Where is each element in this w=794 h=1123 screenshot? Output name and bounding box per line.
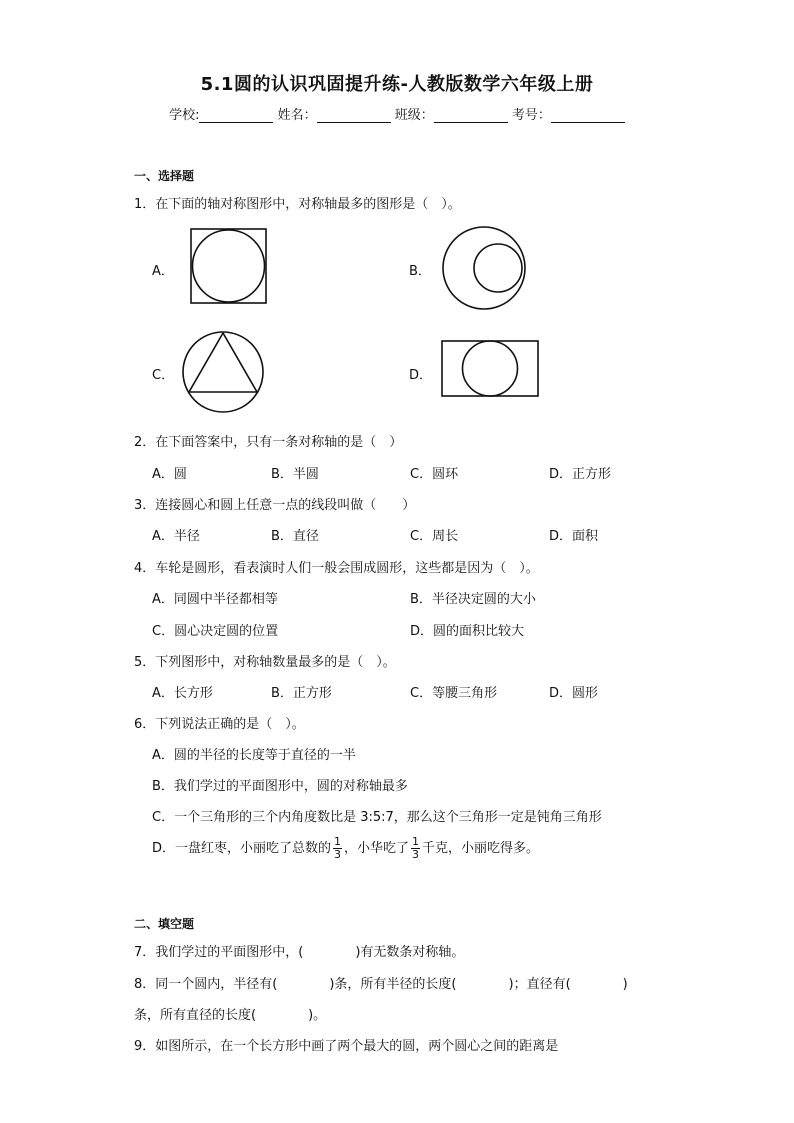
figure-d-circle-in-rectangle <box>440 339 540 399</box>
fraction-one-third-2 <box>411 836 420 861</box>
question-8 <box>134 973 628 992</box>
question-5: 5．下列图形中，对称轴数量最多的是（ ）。 <box>134 655 396 670</box>
figure-a-circle-in-square <box>189 227 269 305</box>
page-title: 5.1圆的认识巩固提升练-人教版数学六年级上册 <box>200 74 594 95</box>
fraction-denominator-2: 3 <box>412 848 420 861</box>
q7-text-2: )有无数条对称轴。 <box>355 945 465 960</box>
question-7 <box>134 941 464 960</box>
q5-option-c[interactable]: C．等腰三角形 <box>410 686 498 701</box>
question-6: 6．下列说法正确的是（ ）。 <box>134 717 305 732</box>
q5-option-d[interactable]: D．圆形 <box>549 686 599 701</box>
q7-text-1: 7．我们学过的平面图形中，( <box>134 945 304 960</box>
exam-no-blank[interactable] <box>551 108 625 123</box>
q8-text-4: ) <box>622 977 628 992</box>
question-3: 3．连接圆心和圆上任意一点的线段叫做（ ） <box>134 498 416 513</box>
class-blank[interactable] <box>434 108 508 123</box>
q1-option-b-label[interactable]: B． <box>409 264 431 279</box>
school-label: 学校: <box>169 108 200 123</box>
figure-c-triangle-in-circle <box>181 330 267 414</box>
q6-d-text-2: ，小华吃了 <box>344 841 410 856</box>
exam-no-label: 考号： <box>511 108 551 123</box>
q4-option-b[interactable]: B．半径决定圆的大小 <box>410 592 536 607</box>
q6-option-d[interactable] <box>152 836 539 861</box>
q5-option-b[interactable]: B．正方形 <box>271 686 332 701</box>
fraction-numerator: 1 <box>334 835 342 848</box>
q3-option-b[interactable]: B．直径 <box>271 529 319 544</box>
class-label: 班级： <box>394 108 434 123</box>
section-heading-choice: 一、选择题 <box>134 169 195 183</box>
q4-option-c[interactable]: C．圆心决定圆的位置 <box>152 624 279 639</box>
fraction-denominator: 3 <box>334 848 342 861</box>
q6-option-c[interactable]: C．一个三角形的三个内角度数比是 3:5:7，那么这个三角形一定是钝角三角形 <box>152 810 602 825</box>
q6-option-b[interactable]: B．我们学过的平面图形中，圆的对称轴最多 <box>152 779 408 794</box>
question-9: 9．如图所示，在一个长方形中画了两个最大的圆，两个圆心之间的距离是 <box>134 1039 559 1054</box>
q2-option-d[interactable]: D．正方形 <box>549 467 612 482</box>
school-blank[interactable] <box>199 108 273 123</box>
question-8-line-2 <box>134 1004 326 1023</box>
figure-b-offset-circles <box>440 226 530 310</box>
q8-line2-text-1: 条，所有直径的长度( <box>134 1008 257 1023</box>
section-heading-fill: 二、填空题 <box>134 917 195 931</box>
q2-option-c[interactable]: C．圆环 <box>410 467 459 482</box>
question-4: 4．车轮是圆形，看表演时人们一般会围成圆形，这些都是因为（ ）。 <box>134 561 539 576</box>
q6-option-a[interactable]: A．圆的半径的长度等于直径的一半 <box>152 748 356 763</box>
q2-option-b[interactable]: B．半圆 <box>271 467 319 482</box>
q8-text-1: 8．同一个圆内，半径有( <box>134 977 278 992</box>
fraction-one-third <box>333 836 342 861</box>
q3-option-c[interactable]: C．周长 <box>410 529 459 544</box>
student-info-line <box>0 104 794 123</box>
question-2: 2．在下面答案中，只有一条对称轴的是（ ） <box>134 435 403 450</box>
q6-d-text-1: D．一盘红枣，小丽吃了总数的 <box>152 841 332 856</box>
q8-text-3: )；直径有( <box>508 977 571 992</box>
q4-option-d[interactable]: D．圆的面积比较大 <box>410 624 525 639</box>
q2-option-a[interactable]: A．圆 <box>152 467 187 482</box>
q1-option-d-label[interactable]: D． <box>409 368 433 383</box>
fraction-numerator-2: 1 <box>412 835 420 848</box>
q6-d-text-3: 千克，小丽吃得多。 <box>422 841 540 856</box>
q5-option-a[interactable]: A．长方形 <box>152 686 213 701</box>
name-blank[interactable] <box>317 108 391 123</box>
q3-option-a[interactable]: A．半径 <box>152 529 200 544</box>
q8-text-2: )条，所有半径的长度( <box>329 977 457 992</box>
q1-option-a-label[interactable]: A． <box>152 264 174 279</box>
q8-line2-text-2: )。 <box>308 1008 327 1023</box>
q4-option-a[interactable]: A．同圆中半径都相等 <box>152 592 278 607</box>
q3-option-d[interactable]: D．面积 <box>549 529 599 544</box>
q1-option-c-label[interactable]: C． <box>152 368 175 383</box>
name-label: 姓名： <box>277 108 317 123</box>
question-1: 1．在下面的轴对称图形中，对称轴最多的图形是（ ）。 <box>134 197 461 212</box>
